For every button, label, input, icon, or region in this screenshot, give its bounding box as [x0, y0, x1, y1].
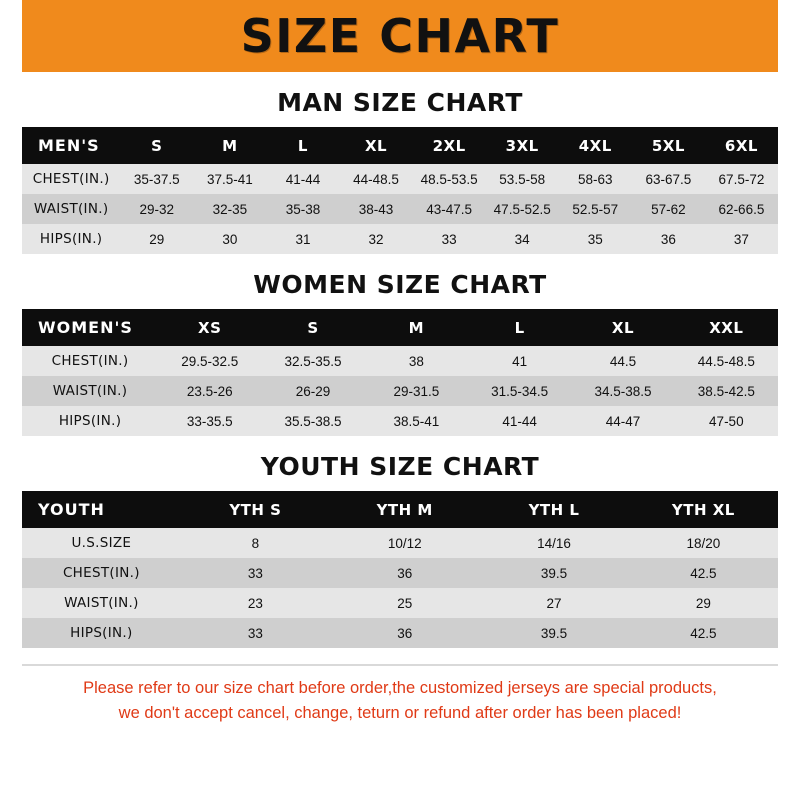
women-chest-l: 41: [468, 346, 571, 376]
youth-row-label-header: YOUTH: [22, 491, 181, 528]
men-hips-6xl: 37: [705, 224, 778, 254]
women-waist-m: 29-31.5: [365, 376, 468, 406]
youth-hips-s: 33: [181, 618, 330, 648]
men-chest-5xl: 63-67.5: [632, 164, 705, 194]
youth-hips-label: HIPS(IN.): [22, 618, 181, 648]
youth-ussize-m: 10/12: [330, 528, 479, 558]
table-row: [22, 346, 778, 376]
women-waist-xs: 23.5-26: [158, 376, 261, 406]
women-hips-l: 41-44: [468, 406, 571, 436]
men-waist-m: 32-35: [193, 194, 266, 224]
table-row: [22, 588, 778, 618]
men-chest-label: CHEST(IN.): [22, 164, 120, 194]
men-col-3xl: 3XL: [486, 127, 559, 164]
women-col-xxl: XXL: [675, 309, 778, 346]
men-waist-3xl: 47.5-52.5: [486, 194, 559, 224]
women-hips-m: 38.5-41: [365, 406, 468, 436]
women-col-xl: XL: [571, 309, 674, 346]
table-row: [22, 164, 778, 194]
youth-chest-xl: 42.5: [629, 558, 778, 588]
women-chest-xxl: 44.5-48.5: [675, 346, 778, 376]
table-row: [22, 194, 778, 224]
women-hips-s: 35.5-38.5: [261, 406, 364, 436]
men-chest-s: 35-37.5: [120, 164, 193, 194]
youth-col-xl: YTH XL: [629, 491, 778, 528]
youth-chest-label: CHEST(IN.): [22, 558, 181, 588]
women-waist-label: WAIST(IN.): [22, 376, 158, 406]
women-chest-xl: 44.5: [571, 346, 674, 376]
youth-hips-m: 36: [330, 618, 479, 648]
footer-note-line1: Please refer to our size chart before order,the customized jerseys are special products,: [83, 679, 717, 697]
page-title: SIZE CHART: [240, 9, 560, 63]
men-header-row: [22, 127, 778, 164]
table-row: [22, 224, 778, 254]
youth-hips-xl: 42.5: [629, 618, 778, 648]
men-section-title: MAN SIZE CHART: [277, 88, 523, 117]
men-col-m: M: [193, 127, 266, 164]
women-table-head: [22, 309, 778, 346]
youth-size-table: [22, 491, 778, 648]
youth-chest-l: 39.5: [479, 558, 628, 588]
youth-waist-m: 25: [330, 588, 479, 618]
men-waist-s: 29-32: [120, 194, 193, 224]
youth-ussize-label: U.S.SIZE: [22, 528, 181, 558]
footer-note-line2: we don't accept cancel, change, teturn or refund after order has been placed!: [118, 703, 682, 722]
women-section-title: WOMEN SIZE CHART: [253, 270, 547, 299]
men-table-body: [22, 164, 778, 254]
table-row: [22, 376, 778, 406]
women-chest-label: CHEST(IN.): [22, 346, 158, 376]
youth-waist-xl: 29: [629, 588, 778, 618]
women-table-body: [22, 346, 778, 436]
youth-table-body: [22, 528, 778, 648]
men-hips-l: 31: [266, 224, 339, 254]
men-chest-6xl: 67.5-72: [705, 164, 778, 194]
men-waist-5xl: 57-62: [632, 194, 705, 224]
men-col-5xl: 5XL: [632, 127, 705, 164]
youth-ussize-xl: 18/20: [629, 528, 778, 558]
men-chest-3xl: 53.5-58: [486, 164, 559, 194]
women-header-row: [22, 309, 778, 346]
men-chest-xl: 44-48.5: [340, 164, 413, 194]
women-col-m: M: [365, 309, 468, 346]
women-col-xs: XS: [158, 309, 261, 346]
men-hips-5xl: 36: [632, 224, 705, 254]
men-chest-2xl: 48.5-53.5: [413, 164, 486, 194]
men-size-table: [22, 127, 778, 254]
men-table-head: [22, 127, 778, 164]
men-chest-l: 41-44: [266, 164, 339, 194]
men-row-label-header: MEN'S: [22, 127, 120, 164]
men-waist-2xl: 43-47.5: [413, 194, 486, 224]
footer-note: [22, 664, 778, 726]
men-waist-label: WAIST(IN.): [22, 194, 120, 224]
men-hips-m: 30: [193, 224, 266, 254]
header-band: [0, 0, 800, 72]
women-size-table: [22, 309, 778, 436]
men-chest-4xl: 58-63: [559, 164, 632, 194]
table-row: [22, 558, 778, 588]
youth-ussize-l: 14/16: [479, 528, 628, 558]
men-waist-4xl: 52.5-57: [559, 194, 632, 224]
men-col-2xl: 2XL: [413, 127, 486, 164]
men-hips-label: HIPS(IN.): [22, 224, 120, 254]
men-col-xl: XL: [340, 127, 413, 164]
youth-waist-label: WAIST(IN.): [22, 588, 181, 618]
women-hips-label: HIPS(IN.): [22, 406, 158, 436]
men-hips-2xl: 33: [413, 224, 486, 254]
youth-header-row: [22, 491, 778, 528]
men-waist-6xl: 62-66.5: [705, 194, 778, 224]
men-hips-s: 29: [120, 224, 193, 254]
men-chest-m: 37.5-41: [193, 164, 266, 194]
women-col-s: S: [261, 309, 364, 346]
women-chest-s: 32.5-35.5: [261, 346, 364, 376]
table-row: [22, 528, 778, 558]
women-col-l: L: [468, 309, 571, 346]
men-hips-3xl: 34: [486, 224, 559, 254]
youth-chest-m: 36: [330, 558, 479, 588]
men-col-l: L: [266, 127, 339, 164]
table-row: [22, 618, 778, 648]
men-hips-xl: 32: [340, 224, 413, 254]
table-row: [22, 406, 778, 436]
women-hips-xs: 33-35.5: [158, 406, 261, 436]
men-waist-l: 35-38: [266, 194, 339, 224]
youth-col-s: YTH S: [181, 491, 330, 528]
youth-hips-l: 39.5: [479, 618, 628, 648]
women-waist-xl: 34.5-38.5: [571, 376, 674, 406]
women-hips-xxl: 47-50: [675, 406, 778, 436]
men-col-6xl: 6XL: [705, 127, 778, 164]
men-hips-4xl: 35: [559, 224, 632, 254]
youth-waist-s: 23: [181, 588, 330, 618]
women-waist-xxl: 38.5-42.5: [675, 376, 778, 406]
men-waist-xl: 38-43: [340, 194, 413, 224]
men-col-4xl: 4XL: [559, 127, 632, 164]
youth-section-title: YOUTH SIZE CHART: [260, 452, 540, 481]
youth-chest-s: 33: [181, 558, 330, 588]
youth-col-l: YTH L: [479, 491, 628, 528]
women-chest-m: 38: [365, 346, 468, 376]
women-row-label-header: WOMEN'S: [22, 309, 158, 346]
women-waist-l: 31.5-34.5: [468, 376, 571, 406]
youth-table-head: [22, 491, 778, 528]
youth-waist-l: 27: [479, 588, 628, 618]
youth-col-m: YTH M: [330, 491, 479, 528]
men-col-s: S: [120, 127, 193, 164]
women-hips-xl: 44-47: [571, 406, 674, 436]
women-waist-s: 26-29: [261, 376, 364, 406]
women-chest-xs: 29.5-32.5: [158, 346, 261, 376]
content: [0, 88, 800, 648]
youth-ussize-s: 8: [181, 528, 330, 558]
